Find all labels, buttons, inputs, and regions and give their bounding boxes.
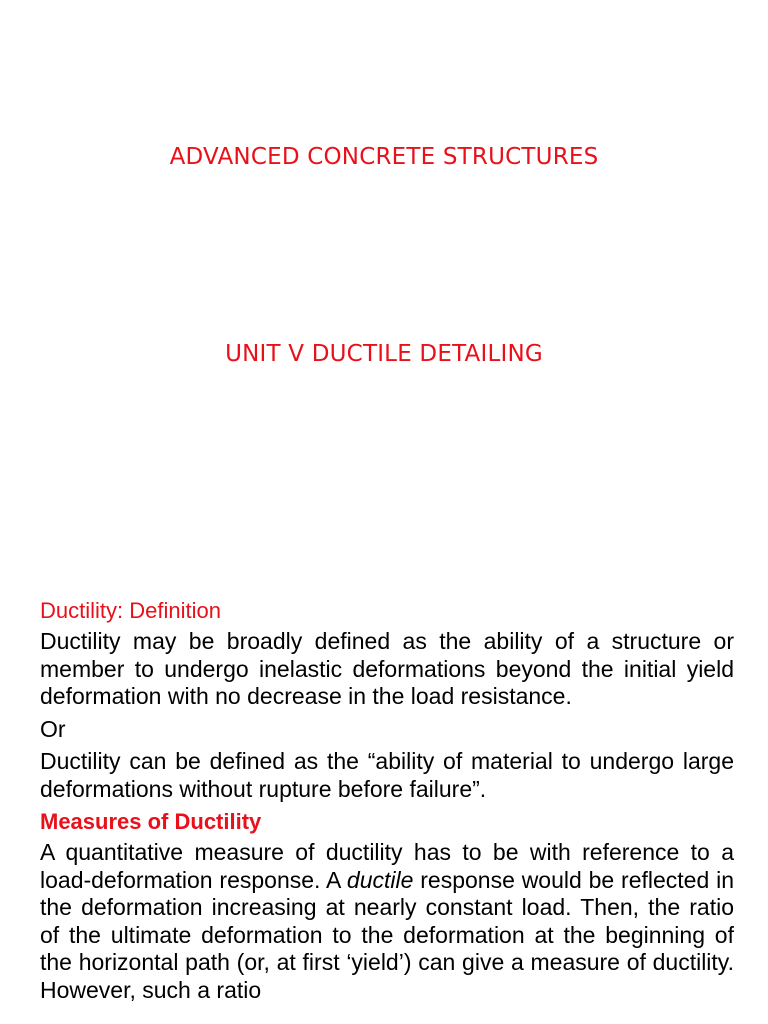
measures-heading: Measures of Ductility	[40, 809, 262, 834]
measures-text-start: A quantitative measure of ductility has to be with reference to a load-deformation response. A	[40, 839, 734, 893]
measures-paragraph	[40, 839, 734, 1004]
document-title: ADVANCED CONCRETE STRUCTURES	[169, 144, 599, 170]
measures-text-italic: ductile	[346, 866, 414, 893]
definition-heading: Ductility: Definition	[40, 598, 221, 623]
unit-subtitle: UNIT V DUCTILE DETAILING	[225, 341, 543, 367]
document-body	[40, 596, 734, 1004]
definition-paragraph: Ductility may be broadly defined as the ability of a structure or member to undergo inelastic deformations beyond the initial yield deformation with no decrease in the load resistance.	[40, 628, 734, 709]
measures-text-end: response would be reflected in the deformation increasing at nearly constant load. Then, the ratio of the ultimate deformation to the deformation at the beginning of the horizontal path (or, at first ‘yield’) can give a measure of ductility. However, such a ratio	[40, 866, 734, 1003]
alternate-definition-paragraph: Ductility can be defined as the “ability of material to undergo large deformations without rupture before failure”.	[40, 748, 734, 802]
or-separator: Or	[40, 715, 66, 742]
